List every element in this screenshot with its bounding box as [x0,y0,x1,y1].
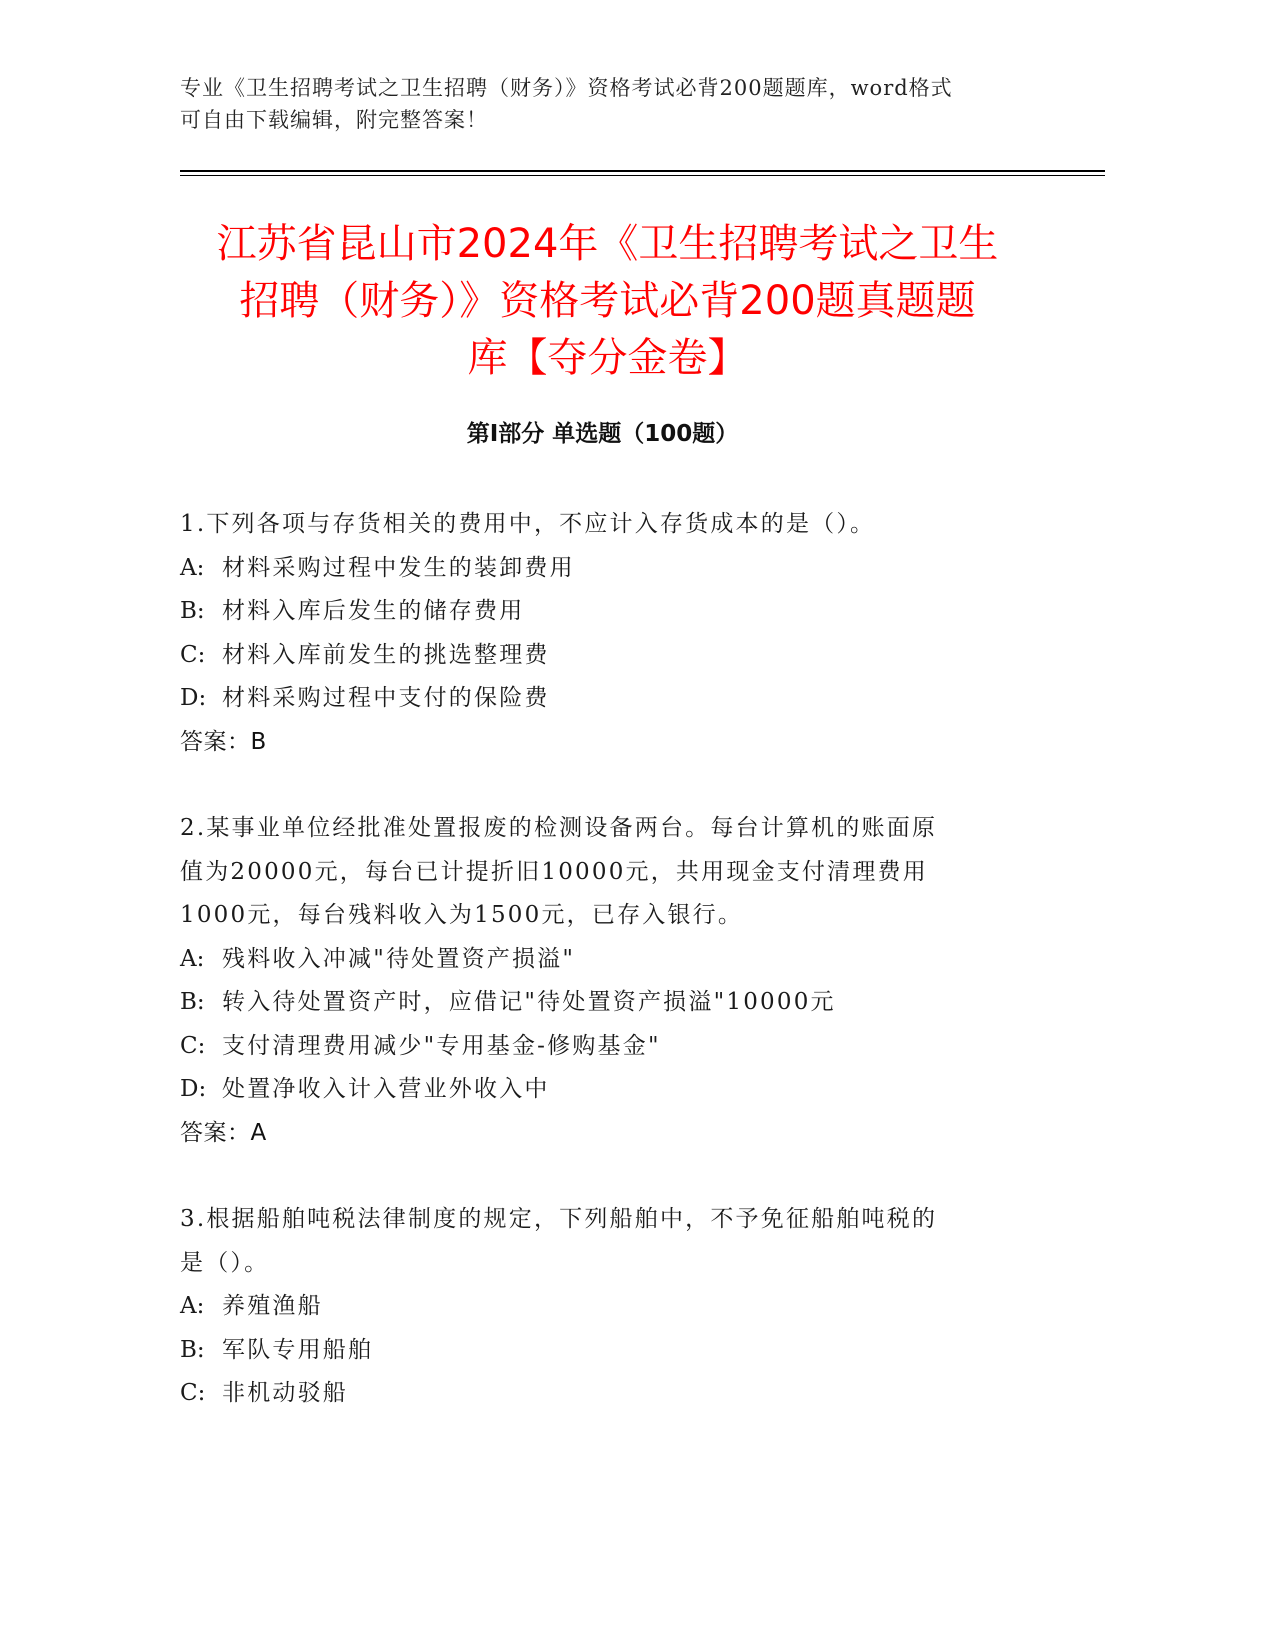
option-text: 材料采购过程中支付的保险费 [222,685,550,711]
option-c [180,1372,1040,1416]
header-note [180,72,1040,136]
option-c [180,634,1040,678]
section-heading: 第Ⅰ部分 单选题（100题） [466,421,739,447]
question-stem [180,1198,1040,1285]
question-3 [180,1198,1040,1416]
question-stem-line: 1.下列各项与存货相关的费用中，不应计入存货成本的是（）。 [180,511,876,537]
question-2 [180,807,1040,1155]
question-stem-line: 值为20000元，每台已计提折旧10000元，共用现金支付清理费用 [180,858,928,885]
document-title-line-2: 招聘（财务）》资格考试必背200题真题题 [239,278,976,324]
answer-line: 答案：A [180,1119,267,1146]
header-note-line-2: 可自由下载编辑，附完整答案！ [180,108,488,132]
option-key: A: [180,1293,205,1319]
option-a [180,1285,1040,1329]
option-key: D: [180,685,207,711]
question-stem-line: 1000元，每台残料收入为1500元，已存入银行。 [180,902,744,928]
question-stem-line: 3.根据船舶吨税法律制度的规定，下列船舶中，不予免征船舶吨税的 [180,1206,938,1232]
option-text: 材料入库后发生的储存费用 [222,598,525,624]
header-divider-thin [180,175,1105,176]
option-key: A: [180,945,205,972]
question-stem-line: 是（）。 [180,1249,270,1276]
option-b [180,1329,1040,1373]
header-note-line-1: 专业《卫生招聘考试之卫生招聘（财务）》资格考试必背200题题库，word格式 [180,76,953,100]
option-key: B: [180,598,205,624]
question-1 [180,503,1040,764]
option-a [180,547,1040,591]
question-stem [180,503,1040,547]
document-title [150,216,1065,387]
option-d [180,677,1040,721]
question-list [180,503,1040,1459]
option-key: C: [180,641,206,668]
option-text: 材料采购过程中发生的装卸费用 [222,554,575,581]
option-text: 非机动驳船 [222,1380,348,1406]
question-stem-line: 2.某事业单位经批准处置报废的检测设备两台。每台计算机的账面原 [180,815,938,841]
option-key: B: [180,1336,205,1363]
option-text: 军队专用船舶 [222,1336,374,1363]
option-d [180,1068,1040,1112]
option-text: 处置净收入计入营业外收入中 [222,1076,550,1102]
answer-line: 答案：B [180,728,267,755]
option-text: 养殖渔船 [222,1293,323,1319]
option-key: C: [180,1032,206,1059]
option-text: 转入待处置资产时，应借记"待处置资产损溢"10000元 [222,989,836,1015]
option-key: C: [180,1380,206,1406]
document-title-line-3: 库【夺分金卷】 [467,335,748,381]
option-text: 残料收入冲减"待处置资产损溢" [222,945,576,972]
option-text: 材料入库前发生的挑选整理费 [222,641,550,668]
option-b [180,981,1040,1025]
option-key: D: [180,1076,207,1102]
option-text: 支付清理费用减少"专用基金-修购基金" [222,1032,661,1059]
option-key: A: [180,554,205,581]
option-key: B: [180,989,205,1015]
option-c [180,1025,1040,1069]
question-stem [180,807,1040,938]
option-b [180,590,1040,634]
option-a [180,938,1040,982]
header-divider-thick [180,170,1105,172]
document-title-line-1: 江苏省昆山市2024年《卫生招聘考试之卫生 [216,221,999,267]
